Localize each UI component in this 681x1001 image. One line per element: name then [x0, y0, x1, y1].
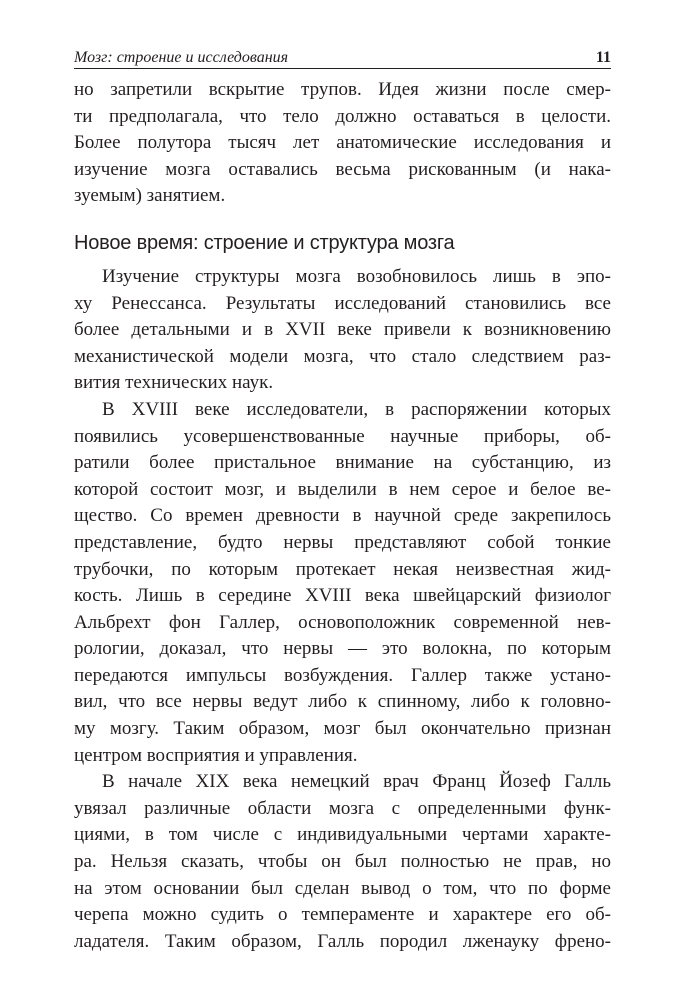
text-line: изучение мозга оставались весьма рискованным (и нака- [74, 158, 611, 180]
text-line: ладателя. Таким образом, Галль породил лженауку френо- [74, 930, 611, 952]
intro-paragraph [74, 77, 611, 210]
paragraph-renaissance [74, 264, 611, 397]
text-line: механистической модели мозга, что стало следствием раз- [74, 345, 611, 367]
text-line: ти предполагала, что тело должно оставаться в целости. [74, 105, 611, 127]
running-header [74, 44, 611, 69]
book-page [74, 44, 611, 955]
paragraph-gall [74, 769, 611, 955]
text-line: появились усовершенствованные научные приборы, об- [74, 425, 611, 447]
text-line: представление, будто нервы представляют собой тонкие [74, 531, 611, 553]
text-line: передаются импульсы возбуждения. Галлер также устано- [74, 664, 611, 686]
text-line: В XVIII веке исследователи, в распоряжении которых [102, 398, 611, 420]
text-line: щество. Со времен древности в научной среде закрепилось [74, 505, 611, 527]
text-line: черепа можно судить о темпераменте и характере его об- [74, 904, 611, 926]
page-number: 11 [595, 49, 611, 66]
text-line: Изучение структуры мозга возобновилось лишь в эпо- [102, 265, 611, 287]
text-line: В начале XIX века немецкий врач Франц Йозеф Галль [102, 771, 611, 793]
text-line: Более полутора тысяч лет анатомические исследования и [74, 132, 611, 154]
text-line: вил, что все нервы ведут либо к спинному, либо к головно- [74, 691, 611, 713]
text-line: рологии, доказал, что нервы — это волокна, по которым [74, 638, 611, 660]
text-line: на этом основании был сделан вывод о том, что по форме [74, 877, 611, 899]
text-line: циями, в том числе с индивидуальными чертами характе- [74, 824, 611, 846]
text-line: увязал различные области мозга с определенными функ- [74, 797, 611, 819]
text-line: ху Ренессанса. Результаты исследований становились все [74, 292, 611, 314]
text-line: зуемым) занятием. [74, 185, 226, 207]
text-line: вития технических наук. [74, 372, 274, 394]
text-line: центром восприятия и управления. [74, 744, 358, 766]
text-line: более детальными и в XVII веке привели к возникновению [74, 319, 611, 341]
text-line: ра. Нельзя сказать, чтобы он был полностью не прав, но [74, 851, 611, 873]
text-line: му мозгу. Таким образом, мозг был окончательно признан [74, 718, 611, 740]
text-line: но запретили вскрытие трупов. Идея жизни после смер- [74, 79, 611, 100]
text-line: Альбрехт фон Галлер, основоположник современной нев- [74, 611, 611, 633]
section-heading: Новое время: строение и структура мозга [74, 231, 455, 254]
text-line: кость. Лишь в середине XVIII века швейцарский физиолог [74, 585, 611, 607]
running-title: Мозг: строение и исследования [74, 49, 289, 66]
paragraph-haller [74, 397, 611, 769]
text-line: трубочки, по которым протекает некая неизвестная жид- [74, 558, 611, 580]
text-line: которой состоит мозг, и выделили в нем серое и белое ве- [74, 478, 611, 500]
body-text [74, 77, 611, 955]
text-line: ратили более пристальное внимание на субстанцию, из [74, 452, 611, 474]
